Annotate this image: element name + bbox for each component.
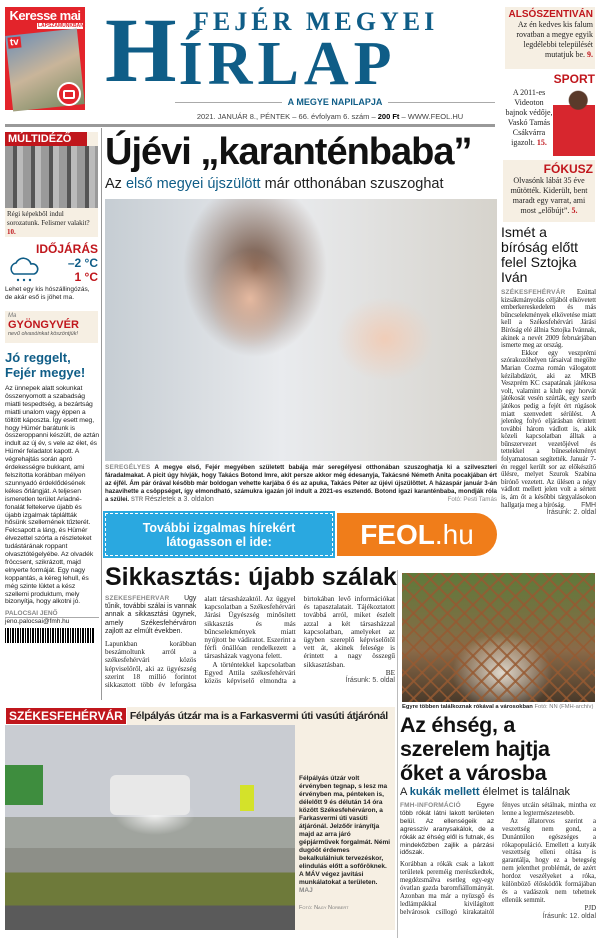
issue-line bbox=[105, 112, 495, 121]
cloud-snow-icon bbox=[7, 256, 41, 284]
barcode bbox=[5, 628, 95, 643]
teaser-title: ALSÓSZENTIVÁN bbox=[508, 9, 593, 20]
column-article[interactable] bbox=[5, 350, 99, 704]
lead-headline: Újévi „karanténbaba” bbox=[105, 131, 472, 173]
utzar-credit: Fotó: Nagy Norbert bbox=[299, 905, 349, 911]
teaser-text: A 2011-es Videoton bajnok védője, Vaskó Tamás Csákvárra igazolt. 15. bbox=[505, 88, 553, 147]
railway-crossing-photo bbox=[5, 725, 295, 930]
masthead-main: HÍRLAP bbox=[105, 0, 397, 101]
worker-vest bbox=[240, 785, 254, 811]
nameday-text: nevű olvasóinkat köszöntjük! bbox=[8, 331, 79, 337]
weather-high: 1 °C bbox=[74, 270, 98, 284]
column-body: Az ünnepek alatt sokunkat összenyomott a szabadság miatti tespedtség, a bezártság miatti unalom vagy éppen a töltött káposzta. Így esett meg, hogy Hümér barátunk is összeroppanni készült, de aztán indult az új év, s vele az élet, és Hümér feladatot kapott. A végrehajtás során apró érdekességre bukkant, ami felszította korábban mélyen szunnyadó érdeklődésének kékes őrlángját. A teljesen ismeretlen terület Ariadné-fonalát feltekerve újabb és újabb izgalmak tápláltták hősünk szellemének tűzterét. Felcsapott a láng, és Hümér élvezettel szórta a részleteket tudástárának roppant olvasztótégelyébe. Az olvadék fröccsent, szikrázott, majd elnyerte formáját. Egy nagy koppantás, a kéreg lehull, és még szinte lüktet a kész szellemi produktum, mely bizonyítja, hogy alkotni jó. bbox=[5, 385, 100, 606]
lead-photo bbox=[105, 199, 497, 461]
article-headline: Sikkasztás: újabb szálak bbox=[105, 563, 397, 591]
magazine-logo: tv bbox=[9, 36, 20, 49]
column-headline: Jó reggelt, Fejér megye! bbox=[5, 350, 86, 380]
column-author: PALOCSAI JENŐ bbox=[5, 610, 99, 618]
masthead-logo bbox=[105, 0, 495, 101]
teaser-title: SPORT bbox=[553, 72, 595, 86]
article-body: FMH-INFORMÁCIÓ Egyre több rókát látni lakott területen belül. Az ellenségeik az agresszív aranysakálok, de a rókák az éhség elől is futnak, és mindekőzben zajlik a párzási időszak. Korábban a rókák csak a lakott területek pereméig merészkedtek, megdézsmálva esetleg egy-egy óvatlan gazda baromfiállományát. Azonban ma már a nyüzsgő és ledlámpákkal kivilágított belvárosok csillogó kirakataitól fényes utcáin sétálnak, mintha ez lenne a legtermészetesebb. Az állatorvos szerint a veszettség nem gond, a Dunántúlon egészséges a rókapopuláció. Emellett a kutyák veszettség elleni oltása is garantálja, hogy ez a betegség nem jelenthet problémát, de azért hordoz veszélyeket a róka, különböző élősködők formájában és a vadászok nem tehetnek ellenük semmit. PJD Írásunk: 12. oldal bbox=[400, 802, 596, 920]
article-roka[interactable] bbox=[400, 713, 596, 938]
nameday-name: GYÖNGYVÉR bbox=[8, 319, 79, 331]
car bbox=[110, 775, 190, 815]
promo-title: Keresse mai bbox=[9, 8, 81, 23]
teaser-text: Régi képekből indul sorozatunk. Felismer valakit? 10. bbox=[7, 210, 90, 236]
issue-date: 2021. JANUÁR 8., PÉNTEK – 66. évfolyam 6. szám – bbox=[196, 112, 378, 121]
teaser-text: Olvasónk lábát 35 éve műtötték. Kiderült, bent maradt egy varrat, ami most „előbújt”. 5. bbox=[510, 176, 588, 215]
lead-ref[interactable]: Részletek a 3. oldalon bbox=[144, 496, 214, 503]
utzar-headline: Félpályás útzár ma is a Farkasvermi úti vasúti átjárónál bbox=[129, 710, 388, 722]
article-headline: Az éhség, a szerelem hajtja őket a városba bbox=[400, 713, 550, 785]
article-body: SZÉKESFEHÉRVÁR Úgy tűnik, további szálai is vannak annak a sikkasztási ügynek, amely Székesfehérváron zajlott az elmúlt években. Lapunkban korábban beszámoltunk arról a székesfehérvári közös képviselőről, aki az ügyészség szerint 18 millió forintot sikkasztott több év leforgása alatt társasházaktól. Az üggyel kapcsolatban a Székesfehérvári Járási Ügyészség minősített sikkasztás és más bűncselekmények miatt nyújtott be vádiratot. Eszerint a férfi önállóan rendelkezett a társasházak vagyona felett. A történtekkel kapcsolatban Egyed Attila székesfehérvári közös képviselő elmondta a birtokában levő információkat és tapasztalatait. Tájékoztatott továbbá arról, miket észlelt azzal a két társasházzal kapcsolatban, amelyeket az ügyben szereplő képviselőtől vett át, akinek felesége is érintett a nagy összegű sikkasztásban. BE Írásunk: 5. oldal bbox=[105, 595, 395, 690]
photo-credit: Fotó: Pesti Tamás bbox=[447, 496, 497, 503]
feol-banner[interactable] bbox=[105, 513, 497, 556]
teaser-text: Az én kedves kis falum rovatban a megye egyik legdélebbi települését mutatjuk be. 9. bbox=[516, 20, 593, 59]
lead-caption: SEREGÉLYES A megye első, Fejér megyében született babája már seregélyesi otthonában szuszoghatja ki a szilveszteri fáradalmakat. A picit úgy hívják, hogy Takács Botond Imre, akit persze akkor még édesanyja, Takácsné Németh Anita pocakjában ért az éjfél. Ám pár órával később már boldogan vehette karjába ő és az apuka, Takács Péter az újévi újszülöttet. A házaspár január 3-án hazavihette a csöppséget, így elmondható, számukra igazán jól indult a 2021-es esztendő. Botond igazi karanténbaba, mondják róla a szülei. STR Részletek a 3. oldalon Fotó: Pesti Tamás bbox=[105, 464, 497, 503]
teaser-multidezo[interactable] bbox=[5, 132, 98, 237]
column-email[interactable]: jeno.palocsai@fmh.hu bbox=[5, 618, 70, 626]
masthead bbox=[105, 0, 495, 125]
fox-photo-caption: Egyre többen találkoznak rókával a városokban Fotó: NN (FMH-archív) bbox=[402, 704, 594, 710]
utzar-text-box bbox=[295, 725, 395, 930]
article-ref[interactable]: Írásunk: 12. oldal bbox=[542, 912, 596, 920]
promo-subtitle: LAPSZÁMUNKBAN! bbox=[38, 23, 86, 29]
teaser-sport[interactable] bbox=[505, 72, 595, 157]
article-ref[interactable]: Írásunk: 2. oldal bbox=[546, 509, 596, 517]
article-ref[interactable]: Írásunk: 5. oldal bbox=[345, 677, 395, 685]
website[interactable]: – WWW.FEOL.HU bbox=[399, 112, 464, 121]
utzar-label: SZÉKESFEHÉRVÁR bbox=[5, 707, 127, 725]
article-sikkasztas[interactable] bbox=[105, 563, 395, 703]
lead-subheadline: Az első megyei újszülött már otthonában szuszoghat bbox=[105, 176, 444, 192]
weather-text: Lehet egy kis hószállingózás, de akár eső is jöhet ma. bbox=[5, 286, 90, 301]
promo-box[interactable] bbox=[5, 7, 85, 110]
weather-box bbox=[5, 242, 98, 307]
article-sign: FMH bbox=[581, 501, 596, 509]
masthead-top: FEJÉR MEGYEI bbox=[193, 7, 439, 36]
price: 200 Ft bbox=[377, 112, 400, 121]
banner-text1: További izgalmas hírekért bbox=[142, 520, 296, 535]
teaser-title: FÓKUSZ bbox=[543, 162, 593, 176]
nameday-box bbox=[5, 311, 98, 343]
left-column-rule bbox=[101, 128, 102, 700]
teaser-title: MÚLTIDÉZŐ bbox=[5, 132, 87, 146]
masthead-tagline: A MEGYE NAPILAPJA bbox=[287, 97, 383, 107]
weather-low: –2 °C bbox=[67, 256, 98, 270]
banner-left bbox=[105, 513, 333, 556]
teaser-alsoszentivan[interactable] bbox=[505, 7, 595, 69]
banner-brand[interactable]: FEOL .hu bbox=[337, 513, 497, 556]
lead-article[interactable] bbox=[105, 130, 497, 504]
nameday-label: Ma bbox=[8, 313, 17, 319]
article-sztojka[interactable] bbox=[501, 225, 596, 570]
tv-icon bbox=[57, 82, 81, 106]
teaser-fokusz[interactable] bbox=[503, 160, 595, 222]
masthead-rule bbox=[5, 124, 495, 127]
article-body: SZÉKESFEHÉRVÁR Ezúttal kizsákmányolás céljából elkövetett emberkereskedelem és más bűncselekmények elkövetése miatt kell a Székesfehérvári Járási Bíróság elé állnia Sztojka Ivánnak, akinek a nevét 2009 februárjában ismerte meg az ország. Ekkor egy veszprémi szórakozóhelyen társaival megölte Marian Cozma román válogatott kézilabdázót, aki az MKB Veszprém KC csapatának játékosa volt, valamint a klub egy horvát játékosát vesén szúrták, egy szerb játékos pedig a fejét ért rúgások miatt szenvedett sérülést. A jelenleg folyó eljárásban érintett további három vádlott is, akik közeli kapcsolatban álltak a bűnszervezet vezetőjével és tettekkel a bűneselekményt folyamatosan segítették. Január 7-én reggel került sor az előkészítő ülésre, melyet Szurok Szabina bírónő vezetett. Az ülésen a négy vádlott mellett jelen volt a sértett is, ám őt a későbbi tárgyalásokon hallgatja meg a bíróság. FMH bbox=[501, 288, 596, 509]
van bbox=[5, 765, 43, 805]
article-headline: Ismét a bíróság előtt felel Sztojka Iván bbox=[501, 224, 579, 285]
archive-photo bbox=[5, 146, 98, 208]
weather-title: IDŐJÁRÁS bbox=[35, 242, 98, 256]
article-subheadline: A kukák mellett élelmet is találnak bbox=[400, 786, 570, 798]
banner-text2: látogasson el ide: bbox=[166, 534, 272, 549]
player-photo bbox=[553, 88, 595, 156]
column-rule bbox=[397, 570, 398, 938]
utzar-body: Félpályás útzár volt érvényben tegnap, s lesz ma érvényben ma, pénteken is, délelőtt 9 és délután 14 óra között Székesfehérváron, a Farkasvermi úti vasúti átjárónál. Jelzőőr irányítja majd az arra járó gépjárművek forgalmát. Némi dugóöt érdemes bekalkulálniuk tervezéskor, elindulás előtt a sofőröknek. A MÁV végez javítási munkálatokat a területen. MAJ bbox=[299, 775, 391, 894]
fox-photo bbox=[402, 573, 595, 702]
utzar-header[interactable] bbox=[5, 707, 395, 725]
